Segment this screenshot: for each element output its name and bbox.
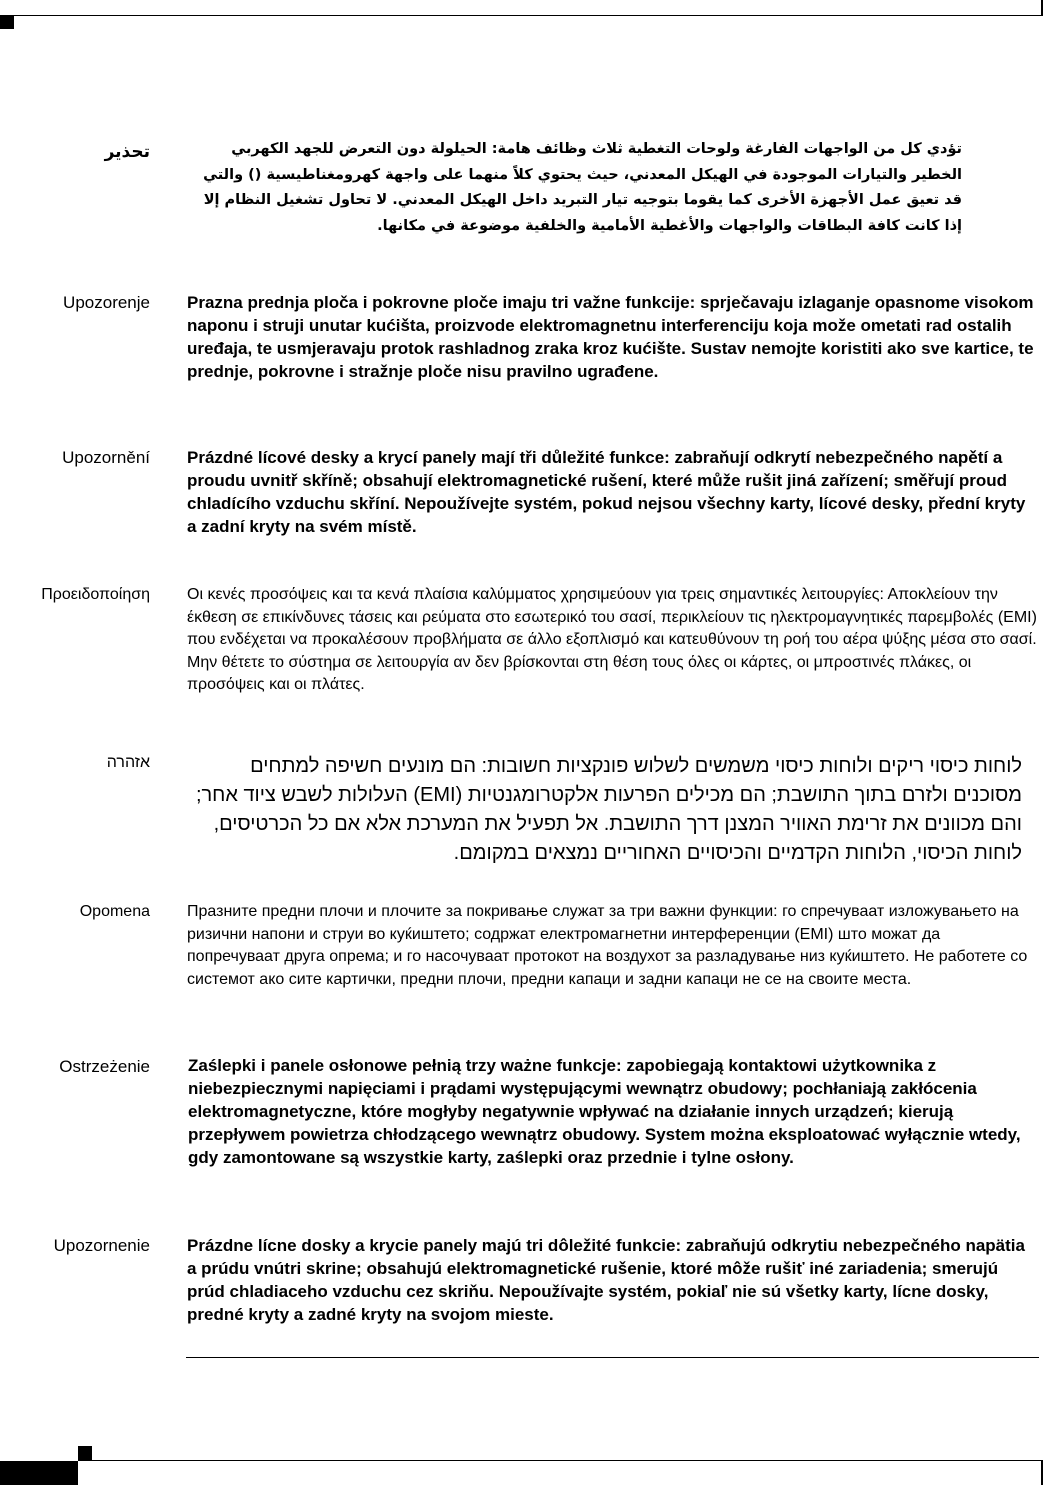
warning-text-greek: Οι κενές προσόψεις και τα κενά πλαίσια καλύμματος χρησιμεύουν για τρεις σημαντικές λειτουργίες: Αποκλείουν την έκθεση σε επικίνδυνες τάσεις και ρεύματα στο εσωτερικό του σασί, περικλείουν τις ηλεκτρομαγνητικές παρεμβολές (EMI) που ενδέχεται να προκαλέσουν προβλήματα σε άλλο εξοπλισμό και κατευθύνουν τη ροή του αέρα ψύξης μέσα στο σασί. Μην θέτετε το σύστημα σε λειτουργία αν δεν βρίσκονται στη θέση τους όλες οι κάρτες, οι μπροστινές πλάκες, οι προσόψεις και οι πλάτες. (187, 586, 1037, 693)
bottom-left-corner-block (0, 1461, 78, 1485)
warning-label-greek: Προειδοποίηση (41, 586, 150, 603)
warning-label-arabic: تحذير (104, 142, 150, 161)
top-right-crop-mark (1041, 0, 1043, 16)
warning-label-macedonian: Opomena (79, 903, 150, 920)
warning-label-czech: Upozornění (62, 448, 150, 467)
warning-text-czech: Prázdné lícové desky a krycí panely mají tři důležité funkce: zabraňují odkrytí nebezpečného napětí a proudu uvnitř skříně; obsahují elektromagnetické rušení, které může rušit jiná zařízení; směřují proud chladícího vzduchu skříní. Nepoužívejte systém, pokud nejsou všechny karty, lícové desky, přední kryty a zadní kryty na svém místě. (187, 448, 1026, 536)
warning-text-slovak: Prázdne lícne dosky a krycie panely majú tri dôležité funkcie: zabraňujú odkrytiu nebezpečného napätia a prúdu vnútri skrine; obsahujú elektromagnetické rušenie, ktoré môže rušiť iné zariadenia; smerujú prúd chladiaceho vzduchu cez skriňu. Nepoužívajte systém, pokiaľ nie sú všetky karty, lícne dosky, predné kryty a zadné kryty na svojom mieste. (187, 1236, 1025, 1324)
warning-text-macedonian: Празните предни плочи и плочите за покривање служат за три важни функции: го спречуваат изложувањето на ризични напони и струи во куќиштето; содржат електромагнетни интерференции (EMI) што можат да попречуваат друга опрема; и го насочуваат протокот на воздухот за разладување низ куќиштето. Не работете со системот ако сите картички, предни плочи, предни капаци и задни капаци не се на своите места. (187, 903, 1028, 988)
warning-label-croatian: Upozorenje (63, 293, 150, 312)
warning-text-polish: Zaślepki i panele osłonowe pełnią trzy ważne funkcje: zapobiegają kontaktowi użytkownika z niebezpiecznymi napięciami i prądami występującymi wewnątrz obudowy; pochłaniają zakłócenia elektromagnetyczne, które mogłyby negatywnie wpływać na działanie innych urządzeń; kierują przepływem powietrza chłodzącego wewnątrz obudowy. System można eksploatować wyłącznie wtedy, gdy zamontowane są wszystkie karty, zaślepki oraz przednie i tylne osłony. (188, 1056, 1021, 1167)
warning-label-slovak: Upozornenie (53, 1236, 150, 1255)
bottom-page-marker (78, 1446, 92, 1460)
end-of-warnings-rule (186, 1357, 1039, 1358)
warning-label-polish: Ostrzeżenie (59, 1057, 150, 1076)
bottom-right-crop-mark (1041, 1460, 1043, 1485)
bottom-page-rule (78, 1460, 1043, 1461)
warning-label-hebrew: אזהרה (106, 754, 150, 771)
warning-text-croatian: Prazna prednja ploča i pokrovne ploče imaju tri važne funkcije: sprječavaju izlaganje opasnome visokom naponu i struji unutar kućišta, proizvode elektromagnetnu interferenciju koja može ometati rad ostalih uređaja, te usmjeravaju protok rashladnog zraka kroz kućište. Sustav nemojte koristiti ako sve kartice, te prednje, pokrovne i stražnje ploče nisu pravilno ugrađene. (187, 293, 1034, 381)
top-left-corner-block (0, 16, 14, 29)
warning-text-arabic: تؤدي كل من الواجهات الفارغة ولوحات التغطية ثلاث وظائف هامة: الحيلولة دون التعرض للجهد الكهربي الخطير والتيارات الموجودة في الهيكل المعدني، حيث يحتوي كلاً منهما على واجهة كهرومغناطيسية () والتي قد تعيق عمل الأجهزة الأخرى كما يقوما بتوجيه تيار التبريد داخل الهيكل المعدني. لا تحاول تشغيل النظام إلا إذا كانت كافة البطاقات والواجهات والأغطية الأمامية والخلفية موضوعة في مكانها. (203, 141, 962, 234)
warning-text-hebrew: לוחות כיסוי ריקים ולוחות כיסוי משמשים לשלוש פונקציות חשובות: הם מונעים חשיפה למתחים מסוכנים ולזרם בתוך התושבת; הם מכילים הפרעות אלקטרומגנטיות (EMI) העלולות לשבש ציוד אחר; והם מכוונים את זרימת האוויר המצנן דרך התושבת. אל תפעיל את המערכת אלא אם כל הכרטיסים, לוחות הכיסוי, הלוחות הקדמיים והכיסויים האחוריים נמצאים במקומם. (195, 755, 1022, 864)
top-page-rule (0, 15, 1043, 16)
